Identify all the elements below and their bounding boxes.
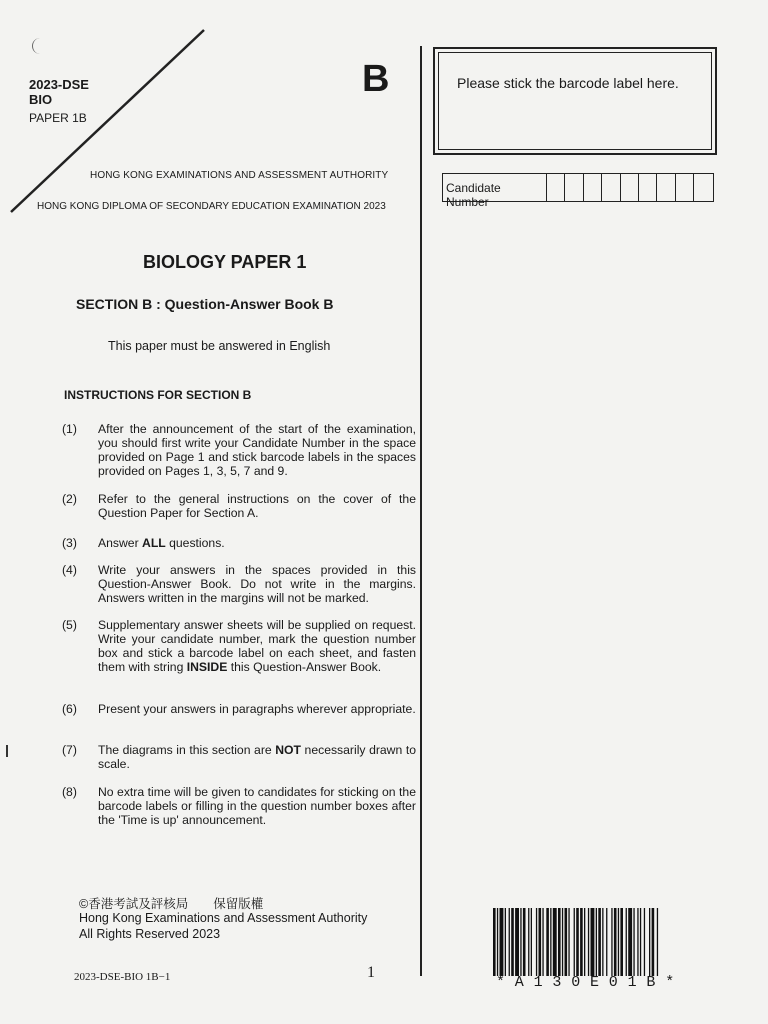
barcode-bar bbox=[546, 908, 549, 976]
instruction-text: Refer to the general instructions on the cover of the Question Paper for Section A. bbox=[98, 492, 416, 520]
instruction-number: (1) bbox=[62, 422, 77, 436]
candidate-number-cell[interactable] bbox=[657, 174, 675, 201]
instruction-text-part: Answer bbox=[98, 536, 143, 550]
candidate-number-cell[interactable] bbox=[547, 174, 565, 201]
barcode-bar bbox=[505, 908, 506, 976]
barcode-bar bbox=[497, 908, 498, 976]
barcode-label-box bbox=[433, 47, 717, 155]
barcode-bar bbox=[606, 908, 607, 976]
margin-mark bbox=[6, 745, 8, 757]
barcode-bar bbox=[520, 908, 521, 976]
barcode-bar bbox=[628, 908, 632, 976]
barcode bbox=[493, 908, 717, 976]
instruction-number: (5) bbox=[62, 618, 77, 632]
barcode-bar bbox=[493, 908, 496, 976]
footer-paper-code: 2023-DSE-BIO 1B−1 bbox=[74, 971, 171, 983]
barcode-bar bbox=[542, 908, 543, 976]
subject-code bbox=[29, 77, 89, 107]
barcode-label-inner-frame bbox=[438, 52, 712, 150]
barcode-bar bbox=[553, 908, 557, 976]
barcode-bar bbox=[591, 908, 595, 976]
section-title: SECTION B : Question-Answer Book B bbox=[76, 296, 334, 312]
barcode-bar bbox=[574, 908, 575, 976]
barcode-bar bbox=[576, 908, 579, 976]
instruction-item bbox=[62, 743, 416, 771]
candidate-number-cell[interactable] bbox=[676, 174, 694, 201]
instruction-text bbox=[98, 536, 416, 550]
subject-code-bio: BIO bbox=[29, 92, 53, 107]
instruction-number: (8) bbox=[62, 785, 77, 799]
language-note: This paper must be answered in English bbox=[108, 339, 331, 353]
barcode-bar bbox=[531, 908, 532, 976]
paper-title: BIOLOGY PAPER 1 bbox=[143, 252, 307, 272]
vertical-divider bbox=[420, 46, 422, 976]
barcode-bar bbox=[528, 908, 529, 976]
barcode-bar bbox=[598, 908, 601, 976]
barcode-bar bbox=[657, 908, 658, 976]
barcode-label-text: Please stick the barcode label here. bbox=[457, 75, 679, 91]
barcode-bar bbox=[500, 908, 504, 976]
instruction-text-part: this Question-Answer Book. bbox=[227, 660, 382, 674]
barcode-bar bbox=[618, 908, 619, 976]
barcode-bar bbox=[611, 908, 612, 976]
barcode-bar bbox=[565, 908, 568, 976]
instruction-item bbox=[62, 702, 416, 716]
instruction-emphasis: INSIDE bbox=[186, 660, 228, 674]
candidate-number-cell[interactable] bbox=[602, 174, 620, 201]
barcode-bar bbox=[584, 908, 585, 976]
paper-label: PAPER 1B bbox=[29, 111, 87, 125]
copyright-authority: Hong Kong Examinations and Assessment Authority bbox=[79, 911, 368, 925]
instruction-number: (6) bbox=[62, 702, 77, 716]
instruction-item bbox=[62, 422, 416, 478]
subject-code-year: 2023-DSE bbox=[29, 77, 89, 92]
barcode-bar bbox=[633, 908, 634, 976]
instruction-emphasis: NOT bbox=[275, 743, 301, 757]
copyright-rights: All Rights Reserved 2023 bbox=[79, 927, 221, 941]
instruction-item bbox=[62, 563, 416, 605]
instruction-text: Present your answers in paragraphs wherever appropriate. bbox=[98, 702, 416, 716]
book-letter: B bbox=[362, 58, 390, 100]
barcode-bar bbox=[539, 908, 542, 976]
candidate-number-cell[interactable] bbox=[694, 174, 712, 201]
barcode-bar bbox=[562, 908, 563, 976]
candidate-number-box[interactable] bbox=[442, 173, 714, 209]
barcode-bar bbox=[649, 908, 650, 976]
instruction-text: Write your answers in the spaces provided in this Question-Answer Book. Do not write in the margins. Answers written in the margins will not be marked. bbox=[98, 563, 416, 605]
barcode-bar bbox=[652, 908, 655, 976]
authority-name: HONG KONG EXAMINATIONS AND ASSESSMENT AUTHORITY bbox=[90, 170, 389, 181]
instruction-number: (7) bbox=[62, 743, 77, 757]
instruction-text: No extra time will be given to candidates for sticking on the barcode labels or filling in the question number boxes after the 'Time is up' announcement. bbox=[98, 785, 416, 827]
instruction-number: (3) bbox=[62, 536, 77, 550]
barcode-bar bbox=[644, 908, 645, 976]
instruction-text bbox=[98, 618, 416, 674]
barcode-bar bbox=[536, 908, 537, 976]
instruction-text-part: Supplementary answer sheets will be supplied on request. Write your candidate number, mark the question number box and stick a barcode label on each sheet, and fasten them with string bbox=[98, 618, 416, 674]
barcode-bar bbox=[640, 908, 641, 976]
instruction-item bbox=[62, 618, 416, 674]
page-number: 1 bbox=[367, 964, 375, 981]
instruction-item bbox=[62, 492, 416, 520]
barcode-bar bbox=[620, 908, 623, 976]
barcode-bar bbox=[637, 908, 638, 976]
instruction-text bbox=[98, 743, 416, 771]
barcode-bar bbox=[588, 908, 589, 976]
barcode-bar bbox=[568, 908, 569, 976]
instruction-text-part: The diagrams in this section are bbox=[98, 743, 276, 757]
copyright-chinese: ©香港考試及評核局 保留版權 bbox=[79, 897, 264, 911]
candidate-number-cell[interactable] bbox=[565, 174, 583, 201]
exam-name: HONG KONG DIPLOMA OF SECONDARY EDUCATION EXAMINATION 2023 bbox=[37, 201, 386, 212]
candidate-number-cell[interactable] bbox=[621, 174, 639, 201]
barcode-bar bbox=[515, 908, 519, 976]
candidate-number-cell[interactable] bbox=[584, 174, 602, 201]
instruction-item bbox=[62, 785, 416, 827]
barcode-bar bbox=[580, 908, 583, 976]
instruction-number: (2) bbox=[62, 492, 77, 506]
barcode-bar bbox=[614, 908, 617, 976]
candidate-number-label: Candidate Number bbox=[443, 174, 547, 201]
barcode-bar bbox=[626, 908, 627, 976]
instruction-item bbox=[62, 536, 416, 550]
barcode-bar bbox=[596, 908, 597, 976]
instruction-emphasis: ALL bbox=[142, 536, 166, 550]
barcode-text: *A130E01B* bbox=[496, 974, 685, 991]
instruction-text-part: questions. bbox=[165, 536, 225, 550]
instructions-heading: INSTRUCTIONS FOR SECTION B bbox=[64, 388, 252, 402]
barcode-bar bbox=[509, 908, 510, 976]
candidate-number-cell[interactable] bbox=[639, 174, 657, 201]
instruction-text-part: necessarily drawn to scale. bbox=[98, 743, 416, 771]
barcode-bar bbox=[511, 908, 514, 976]
barcode-bar bbox=[550, 908, 551, 976]
instruction-text: After the announcement of the start of the examination, you should first write your Candidate Number in the space provided on Page 1 and stick barcode labels in the spaces provided on Pages 1, 3, 5, 7 and 9. bbox=[98, 422, 416, 478]
instruction-number: (4) bbox=[62, 563, 77, 577]
barcode-bar bbox=[523, 908, 526, 976]
barcode-bar bbox=[602, 908, 603, 976]
barcode-bar bbox=[558, 908, 561, 976]
